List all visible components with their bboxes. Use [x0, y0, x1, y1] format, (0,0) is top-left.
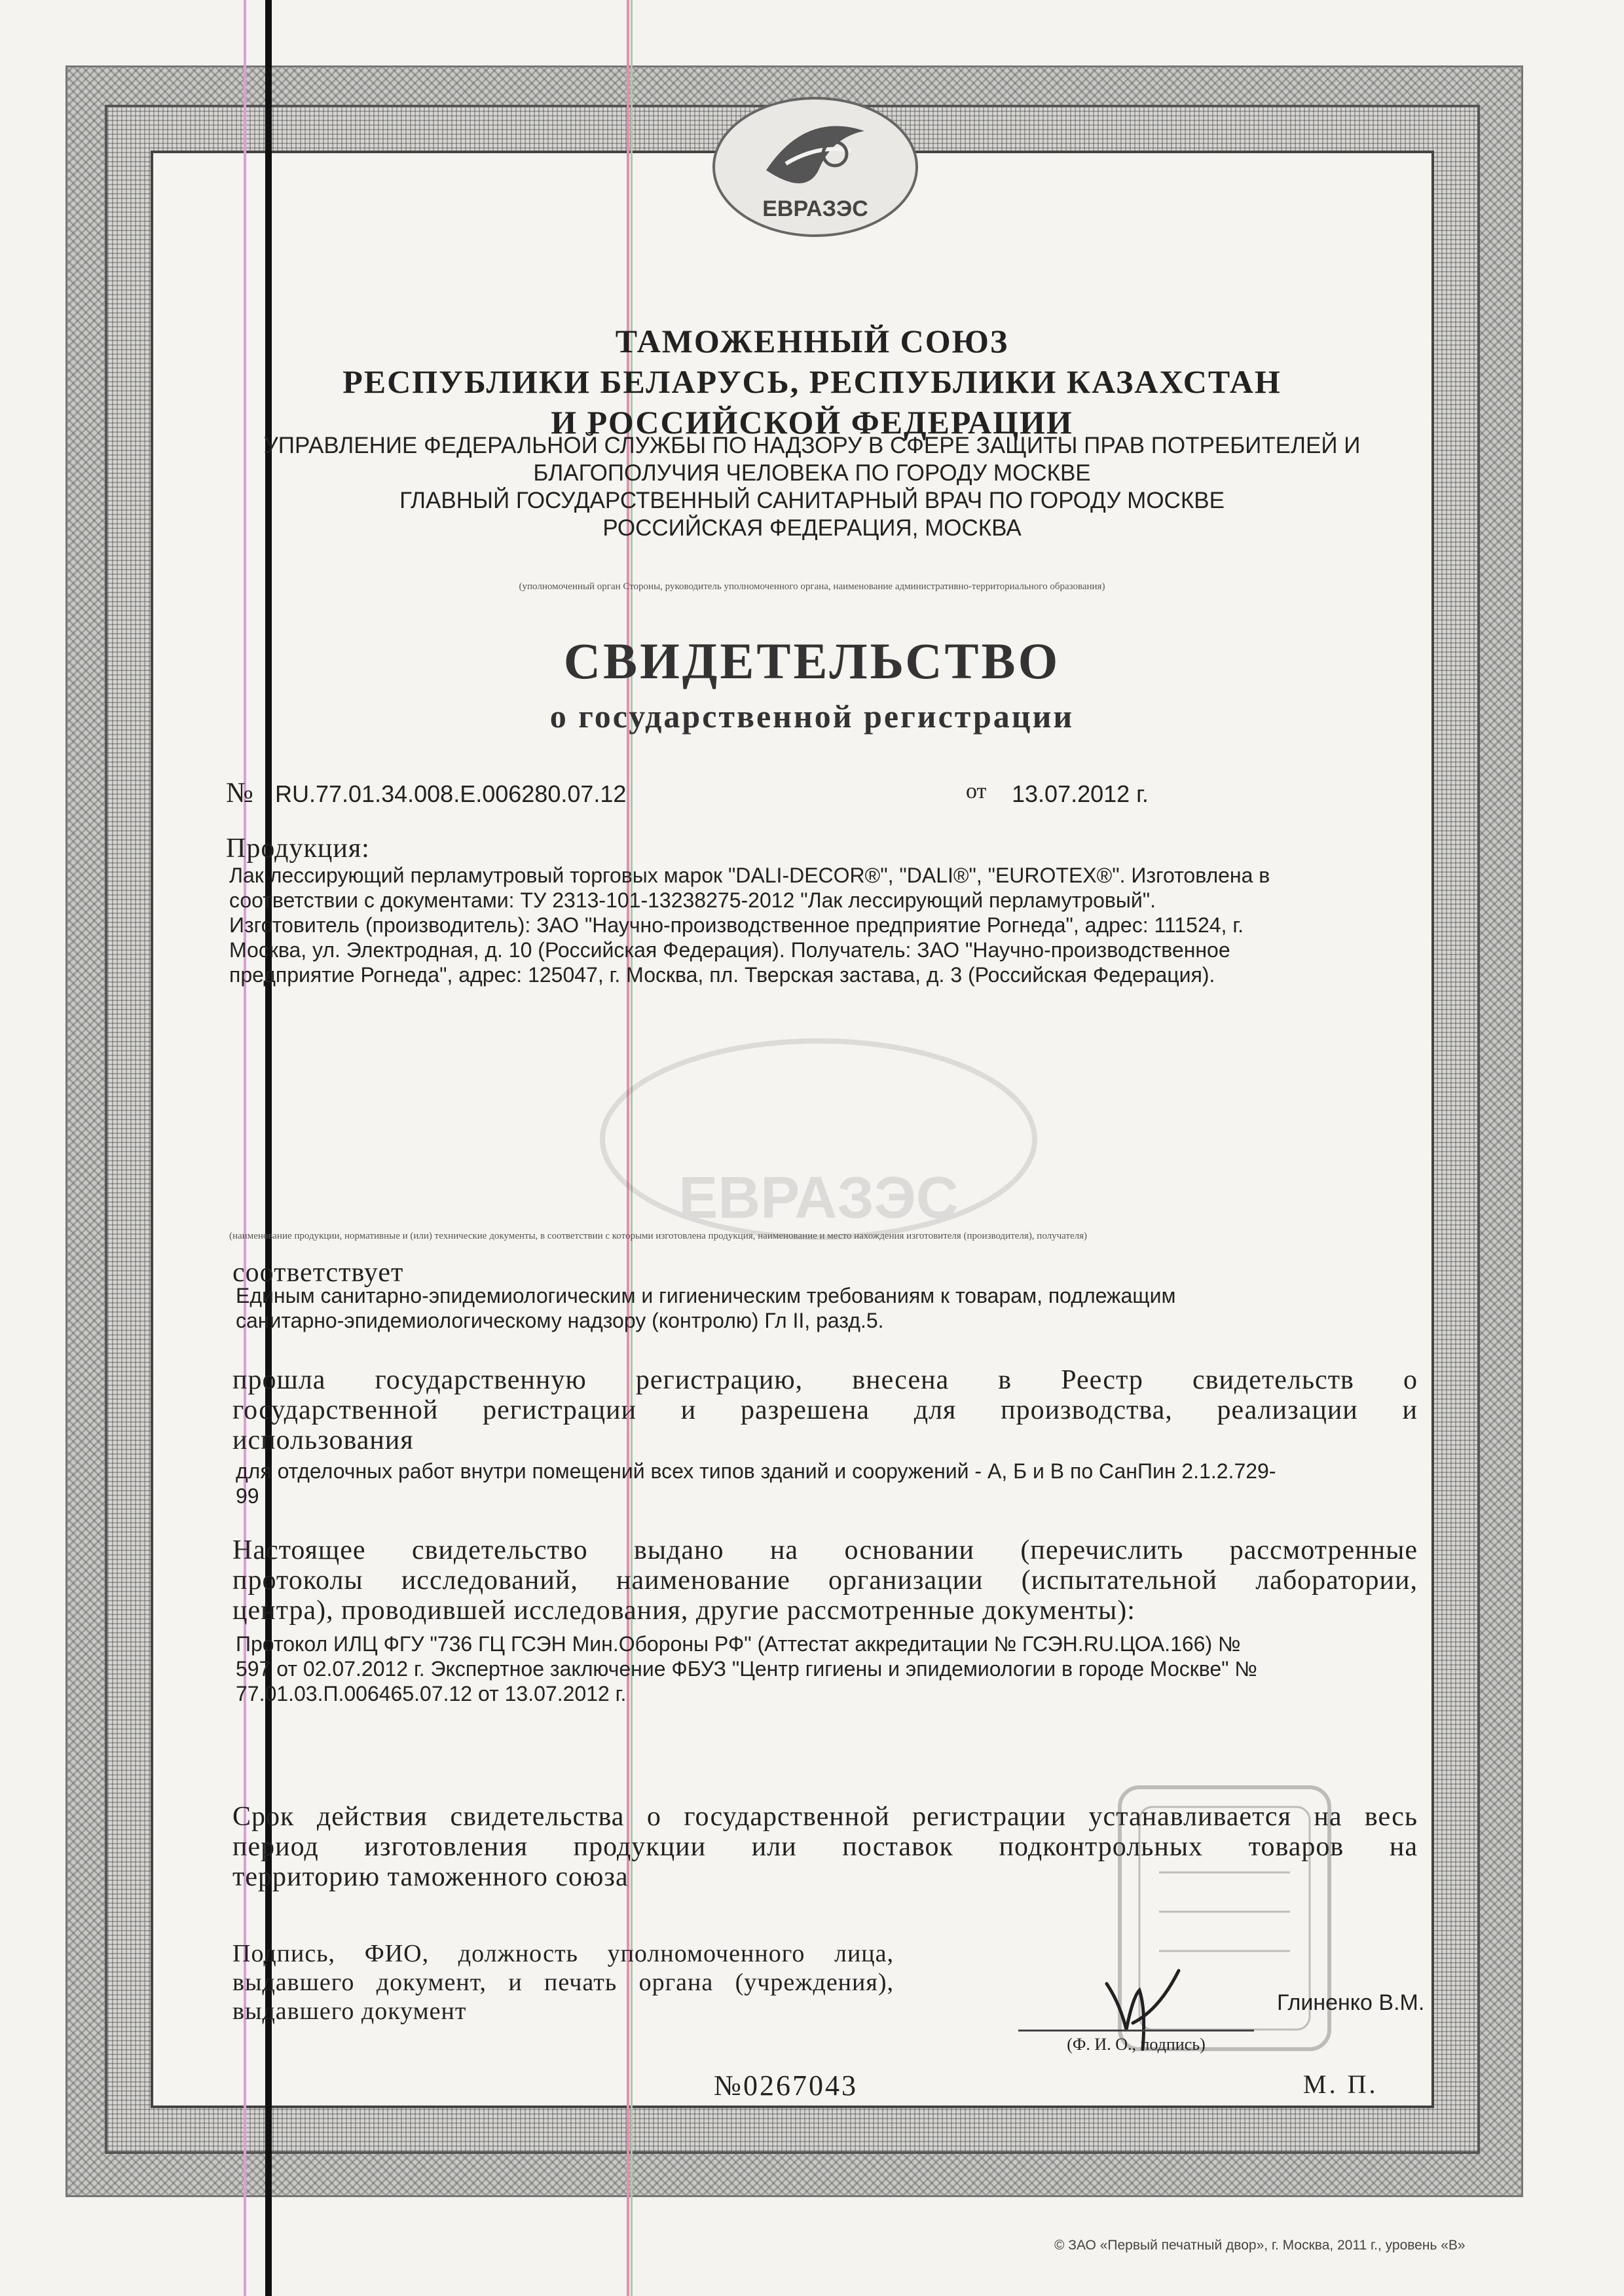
product-line: соответствии с документами: ТУ 2313-101-13238275-2012 "Лак лессирующий перламутровый". [229, 888, 1156, 912]
agency-line: ГЛАВНЫЙ ГОСУДАРСТВЕННЫЙ САНИТАРНЫЙ ВРАЧ ПО ГОРОДУ МОСКВЕ [399, 488, 1225, 513]
product-label: Продукция: [226, 833, 370, 864]
registration-number: RU.77.01.34.008.Е.006280.07.12 [275, 780, 627, 807]
agency-line: УПРАВЛЕНИЕ ФЕДЕРАЛЬНОЙ СЛУЖБЫ ПО НАДЗОРУ В СФЕРЕ ЗАЩИТЫ ПРАВ ПОТРЕБИТЕЛЕЙ И [263, 433, 1361, 458]
logo-text: ЕВРАЗЭС [762, 196, 868, 221]
signature-instructions [232, 1939, 894, 2026]
basis-line: центра), проводившей исследования, другие рассмотренные документы): [232, 1595, 1135, 1626]
statement-line: государственной регистрации и разрешена для производства, реализации и [232, 1395, 1418, 1425]
protocol-line: Протокол ИЛЦ ФГУ "736 ГЦ ГСЭН Мин.Обороны РФ" (Аттестат аккредитации № ГСЭН.RU.ЦОА.166) № [236, 1632, 1241, 1656]
document-title: СВИДЕТЕЛЬСТВО [563, 632, 1061, 689]
usage-scope [236, 1459, 1428, 1508]
protocol-line: 77.01.03.П.006465.07.12 от 13.07.2012 г. [236, 1682, 627, 1705]
basis-statement [232, 1535, 1418, 1626]
validity-statement [232, 1802, 1418, 1892]
number-label: № [226, 776, 253, 809]
agency-line: БЛАГОПОЛУЧИЯ ЧЕЛОВЕКА ПО ГОРОДУ МОСКВЕ [533, 460, 1091, 486]
agency-caption: (уполномоченный орган Стороны, руководитель уполномоченного органа, наименование административно-территориального образования) [519, 581, 1105, 592]
basis-line: Настоящее свидетельство выдано на основании (перечислить рассмотренные [232, 1535, 1418, 1565]
protocol-details [236, 1631, 1428, 1706]
product-line: предприятие Рогнеда", адрес: 125047, г. Москва, пл. Тверская застава, д. 3 (Российская Федерация). [229, 963, 1215, 987]
product-line: Изготовитель (производитель): ЗАО "Научно-производственное предприятие Рогнеда", адрес: 111524, г. [229, 913, 1244, 937]
basis-line: протоколы исследований, наименование организации (испытательной лаборатории, [232, 1565, 1418, 1595]
serial-number: №0267043 [714, 2069, 858, 2102]
union-line: ТАМОЖЕННЫЙ СОЮЗ [615, 323, 1009, 359]
union-line: И РОССИЙСКОЙ ФЕДЕРАЦИИ [551, 404, 1073, 441]
conformity-line: Единым санитарно-эпидемиологическим и гигиеническим требованиям к товарам, подлежащим [236, 1284, 1176, 1307]
watermark-text: ЕВРАЗЭС [678, 1165, 959, 1231]
statement-line: прошла государственную регистрацию, внесена в Реестр свидетельств о [232, 1365, 1418, 1395]
registration-date: 13.07.2012 г. [1012, 780, 1149, 807]
conformity-line: санитарно-эпидемиологическому надзору (контролю) Гл II, разд.5. [236, 1309, 884, 1332]
product-line: Москва, ул. Электродная, д. 10 (Российская Федерация). Получатель: ЗАО "Научно-производственное [229, 938, 1230, 962]
union-line: РЕСПУБЛИКИ БЕЛАРУСЬ, РЕСПУБЛИКИ КАЗАХСТАН [342, 363, 1282, 400]
conformity-text [236, 1283, 1428, 1333]
registration-statement [232, 1365, 1418, 1455]
union-header [196, 321, 1428, 443]
product-line: Лак лессирующий перламутровый торговых марок "DALI-DECOR®", "DALI®", "EUROTEX®". Изготовлена в [229, 864, 1270, 887]
validity-line: Срок действия свидетельства о государственной регистрации устанавливается на весь [232, 1802, 1418, 1832]
validity-line: территорию таможенного союза [232, 1862, 629, 1892]
validity-line: период изготовления продукции или поставок подконтрольных товаров на [232, 1832, 1418, 1862]
document-subtitle: о государственной регистрации [549, 698, 1075, 735]
agency-header [196, 432, 1428, 542]
statement-line: использования [232, 1425, 414, 1455]
signer-name: Глиненко В.М. [1277, 1990, 1425, 2015]
product-description [229, 863, 1428, 987]
signer-caption: (Ф. И. О., подпись) [1067, 2035, 1206, 2054]
evrazes-logo [707, 92, 923, 242]
signature-line: выдавшего документ [232, 1997, 467, 2025]
protocol-line: 597 от 02.07.2012 г. Экспертное заключение ФБУЗ "Центр гигиены и эпидемиологии в городе Москве" № [236, 1657, 1257, 1681]
printer-footer: © ЗАО «Первый печатный двор», г. Москва, 2011 г., уровень «В» [1054, 2238, 1466, 2253]
usage-line: 99 [236, 1484, 259, 1508]
signature-line-rule [1018, 2030, 1254, 2032]
agency-line: РОССИЙСКАЯ ФЕДЕРАЦИЯ, МОСКВА [602, 515, 1022, 541]
usage-line: для отделочных работ внутри помещений всех типов зданий и сооружений - А, Б и В по СанПин 2.1.2.729- [236, 1459, 1276, 1483]
product-caption: (наименование продукции, нормативные и (или) технические документы, в соответствии с которыми изготовлена продукция, наименование и место нахождения изготовителя (производителя), получателя) [229, 1231, 1088, 1241]
signature-line: Подпись, ФИО, должность уполномоченного лица, [232, 1940, 894, 1967]
signature-line: выдавшего документ, и печать органа (учреждения), [232, 1969, 894, 1996]
seal-mark: М. П. [1303, 2069, 1378, 2099]
conformity-label: соответствует [232, 1258, 404, 1288]
date-label: от [966, 779, 987, 803]
evrazes-watermark [589, 1034, 1048, 1244]
